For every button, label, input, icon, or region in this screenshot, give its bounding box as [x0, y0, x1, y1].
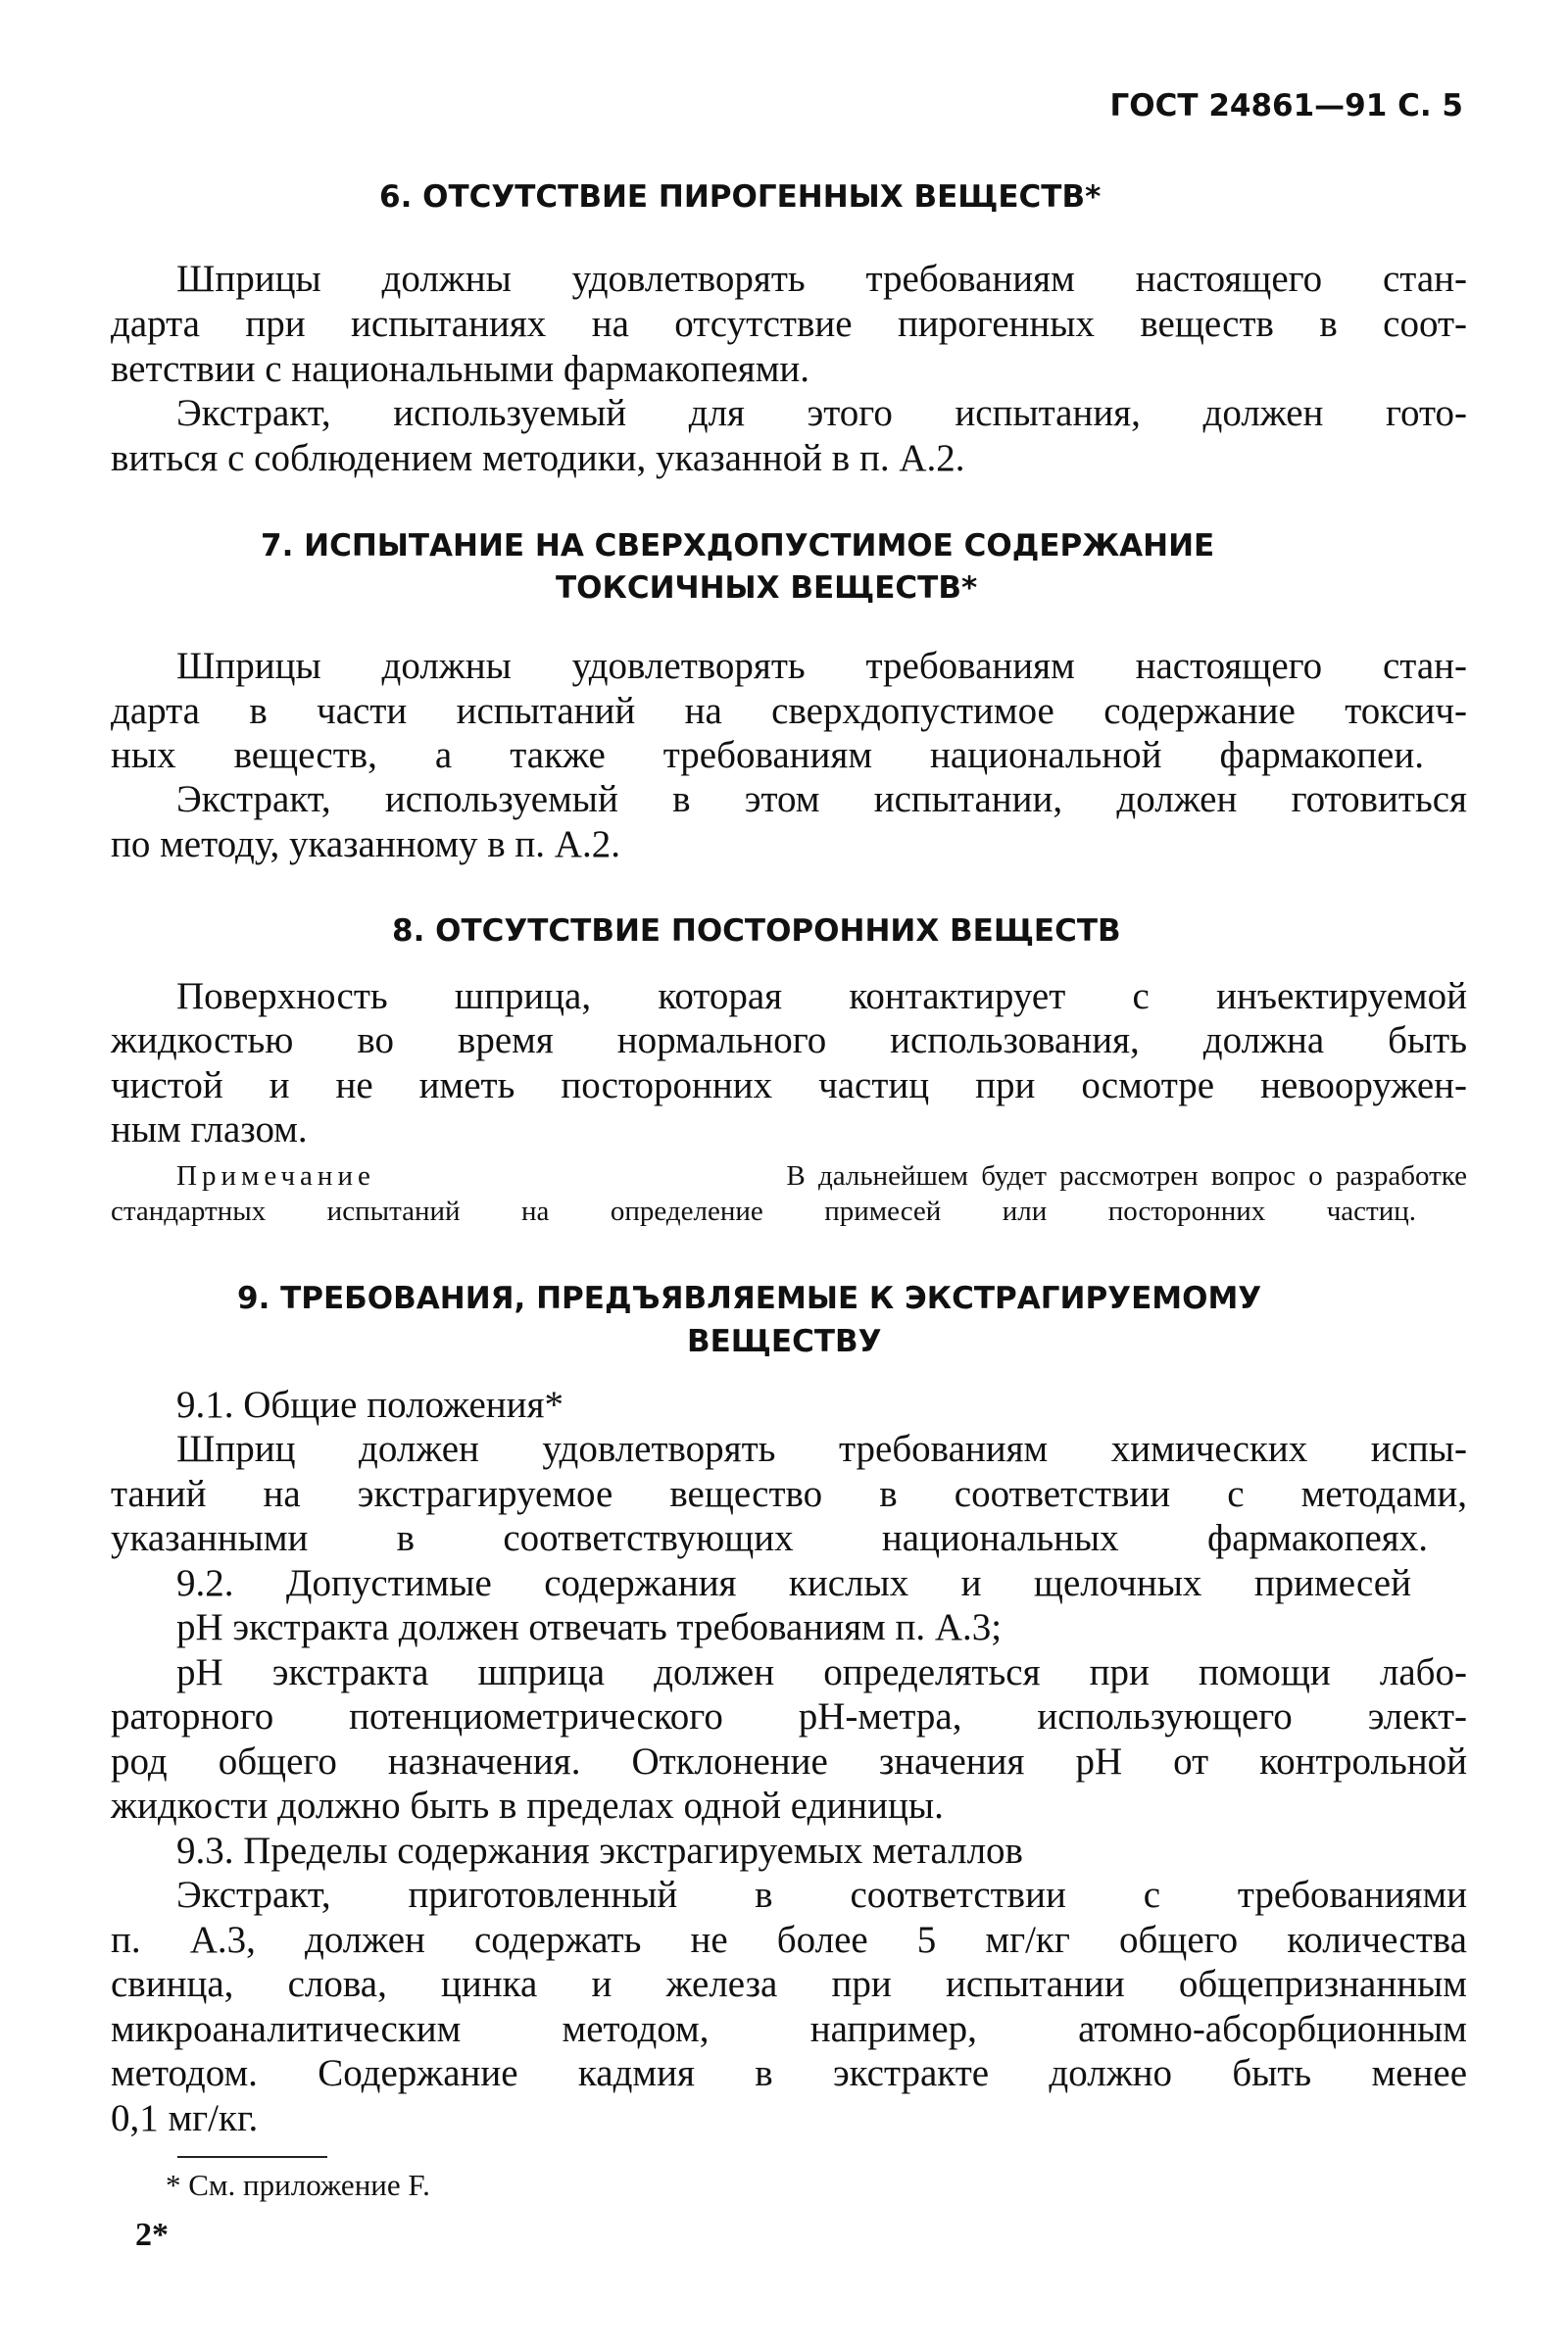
note-line [176, 1160, 1467, 1193]
paragraph-line: Экстракт, используемый для этого испытания, должен гото- [176, 392, 1467, 434]
page-signature: 2* [135, 2217, 169, 2253]
paragraph-line: методом. Содержание кадмия в экстракте должно быть менее [111, 2052, 1467, 2094]
paragraph-line: 9.2. Допустимые содержания кислых и щелочных примесей [176, 1562, 1411, 1604]
paragraph-line: дарта при испытаниях на отсутствие пирогенных веществ в соот- [111, 303, 1467, 345]
section-7-heading-cont: ТОКСИЧНЫХ ВЕЩЕСТВ* [556, 570, 978, 606]
page-header: ГОСТ 24861—91 С. 5 [1109, 88, 1463, 123]
paragraph-line: чистой и не иметь посторонних частиц при осмотре невооружен- [111, 1064, 1467, 1106]
paragraph-line: род общего назначения. Отклонение значения pH от контрольной [111, 1740, 1467, 1783]
paragraph-line: микроаналитическим методом, например, атомно-абсорбционным [111, 2008, 1467, 2050]
footnote-divider [177, 2156, 327, 2158]
paragraph-line: Шприцы должны удовлетворять требованиям настоящего стан- [176, 258, 1467, 300]
note-text: В дальнейшем будет рассмотрен вопрос о разработке [786, 1160, 1467, 1192]
paragraph-line: по методу, указанному в п. А.2. [111, 823, 620, 865]
paragraph-line: pH экстракта должен отвечать требованиям п. А.3; [176, 1606, 1003, 1648]
paragraph-line: Шприцы должны удовлетворять требованиям настоящего стан- [176, 645, 1467, 687]
paragraph-line: 0,1 мг/кг. [111, 2097, 259, 2139]
section-9-heading-cont: ВЕЩЕСТВУ [687, 1324, 882, 1359]
paragraph-line: раторного потенциометрического pH-метра, использующего элект- [111, 1695, 1467, 1738]
paragraph-line: п. А.3, должен содержать не более 5 мг/кг общего количества [111, 1919, 1467, 1961]
paragraph-line: жидкостью во время нормального использования, должна быть [111, 1019, 1467, 1061]
paragraph-line: дарта в части испытаний на сверхдопустимое содержание токсич- [111, 690, 1467, 732]
footnote: * См. приложение F. [166, 2168, 430, 2202]
paragraph-line: Экстракт, используемый в этом испытании, должен готовиться [176, 778, 1467, 820]
paragraph-line: Экстракт, приготовленный в соответствии с требованиями [176, 1874, 1467, 1916]
section-8-heading: 8. ОТСУТСТВИЕ ПОСТОРОННИХ ВЕЩЕСТВ [392, 913, 1121, 949]
note-label: Примечание [176, 1160, 375, 1192]
paragraph-line: указанными в соответствующих национальных фармакопеях. [111, 1517, 1428, 1559]
note-line: стандартных испытаний на определение примесей или посторонних частиц. [111, 1196, 1416, 1227]
paragraph-line: 9.3. Пределы содержания экстрагируемых металлов [176, 1830, 1023, 1872]
paragraph-line: Поверхность шприца, которая контактирует с инъектируемой [176, 975, 1467, 1017]
paragraph-line: Шприц должен удовлетворять требованиям химических испы- [176, 1428, 1467, 1470]
paragraph-line: ным глазом. [111, 1108, 308, 1151]
section-6-heading: 6. ОТСУТСТВИЕ ПИРОГЕННЫХ ВЕЩЕСТВ* [379, 179, 1102, 215]
paragraph-line: свинца, слова, цинка и железа при испытании общепризнанным [111, 1963, 1467, 2005]
section-9-heading: 9. ТРЕБОВАНИЯ, ПРЕДЪЯВЛЯЕМЫЕ К ЭКСТРАГИРУЕМОМУ [237, 1281, 1262, 1316]
paragraph-line: ветствии с национальными фармакопеями. [111, 348, 810, 390]
paragraph-line: pH экстракта шприца должен определяться при помощи лабо- [176, 1651, 1467, 1693]
paragraph-line: виться с соблюдением методики, указанной в п. А.2. [111, 437, 965, 479]
section-7-heading: 7. ИСПЫТАНИЕ НА СВЕРХДОПУСТИМОЕ СОДЕРЖАНИЕ [261, 528, 1215, 563]
paragraph-line: таний на экстрагируемое вещество в соответствии с методами, [111, 1473, 1467, 1515]
paragraph-line: 9.1. Общие положения* [176, 1384, 564, 1426]
paragraph-line: ных веществ, а также требованиям национальной фармакопеи. [111, 734, 1424, 776]
paragraph-line: жидкости должно быть в пределах одной единицы. [111, 1785, 944, 1827]
